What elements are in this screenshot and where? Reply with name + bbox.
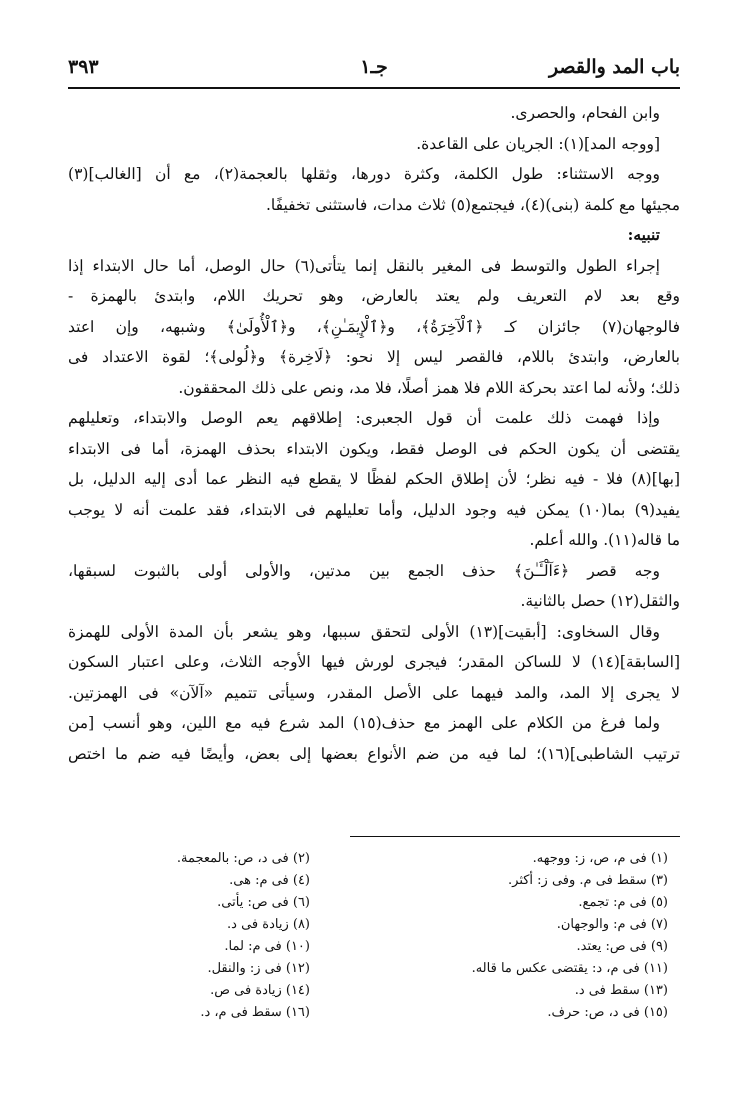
volume-label: جـ١ — [360, 56, 388, 78]
footnote: (٩) فى ص: يعتد. — [576, 939, 668, 954]
text-line: بالعارض، وابتدئ باللام، فالقصر ليس إلا نحو: ﴿لَاخِرة﴾ و﴿لُولى﴾؛ لقوة الاعتداد فى — [68, 348, 680, 366]
text-line: ووجه الاستثناء: طول الكلمة، وكثرة دورها، وثقلها بالعجمة(٢)، مع أن [الغالب](٣) — [68, 165, 660, 183]
text-line: ما قاله(١١). والله أعلم. — [529, 531, 680, 549]
footnote: (١٢) فى ز: والنقل. — [207, 961, 310, 976]
header-divider — [68, 87, 680, 89]
footnote: (١١) فى م، د: يقتضى عكس ما قاله. — [471, 961, 668, 976]
text-line: وجه قصر ﴿ءَآلْـَٔـٰنَ﴾ حذف الجمع بين مدتين، والأولى أولى بالثبوت لسبقها، — [68, 561, 660, 580]
text-line: [السابقة](١٤) لا للساكن المقدر؛ فيجرى لورش فيها الأوجه الثلاث، وعلى اعتبار السكون — [68, 653, 680, 671]
section-heading: تنبيه: — [627, 225, 660, 244]
text-line: وإذا فهمت ذلك علمت أن قول الجعبرى: إطلاقهم يعم الوصل والابتداء، وتعليلهم — [68, 409, 660, 427]
footnote: (١٣) سقط فى د. — [574, 983, 668, 998]
footnote: (١٠) فى م: لما. — [224, 939, 310, 954]
footnote-divider — [350, 836, 680, 837]
page-number: ٣٩٣ — [68, 56, 99, 78]
footnote: (٥) فى م: تجمع. — [578, 895, 668, 910]
chapter-title: باب المد والقصر — [548, 56, 680, 78]
footnotes-column-left — [20, 848, 310, 1024]
footnote: (١٦) سقط فى م، د. — [200, 1005, 310, 1020]
text-line: والثقل(١٢) حصل بالثانية. — [520, 592, 680, 610]
text-line: لا يجرى إلا المد، والمد فيهما على الأصل المقدر، وسيأتى تتميم «آلآن» فى الهمزتين. — [68, 683, 680, 702]
text-line: وقال السخاوى: [أبقيت](١٣) الأولى لتحقق سببها، وهو يشعر بأن المدة الأولى للهمزة — [68, 622, 660, 641]
text-line: ذلك؛ ولأنه لما اعتد بحركة اللام فلا همز أصلًا، فلا مد، ونص على ذلك المحققون. — [178, 378, 680, 397]
text-line: [ووجه المد](١): الجريان على القاعدة. — [416, 134, 660, 153]
footnote: (١٤) زيادة فى ص. — [210, 983, 310, 998]
running-header — [68, 56, 680, 86]
text-line: ولما فرغ من الكلام على الهمز مع حذف(١٥) المد شرع فيه مع اللين، وهو أنسب [من — [68, 714, 661, 732]
text-line: وابن الفحام، والحصرى. — [510, 104, 660, 122]
text-line: وقع بعد لام التعريف ولم يعتد بالعارض، وهو تحريك اللام، وابتدئ بالهمزة - — [68, 287, 680, 305]
footnote: (١) فى م، ص، ز: ووجهه. — [532, 851, 668, 866]
footnote: (٦) فى ص: يأتى. — [217, 895, 310, 910]
text-line: ترتيب الشاطبى](١٦)؛ لما فيه من ضم الأنواع بعضها إلى بعض، وأيضًا فيه ضم ما اختص — [68, 744, 680, 763]
main-text — [68, 98, 680, 769]
footnote: (١٥) فى د، ص: حرف. — [547, 1005, 668, 1020]
text-line: مجيئها مع كلمة (بنى)(٤)، فيجتمع(٥) ثلاث مدات، فاستثنى تخفيفًا. — [265, 195, 680, 214]
footnote: (٨) زيادة فى د. — [227, 917, 310, 932]
text-line: يفيد(٩) بما(١٠) يمكن فيه وجود الدليل، وأما تعليلهم فى الابتداء، فقد علمت أنه لا يوجب — [68, 500, 680, 519]
footnote: (٧) فى م: والوجهان. — [556, 917, 668, 932]
text-line: فالوجهان(٧) جائزان كـ ﴿ٱلْآخِرَةُ﴾، و﴿ٱلْإِيمَـٰنِ﴾، و﴿ٱلْأُولَىٰ﴾ وشبهه، وإن اعتد — [68, 317, 680, 336]
footnote: (٢) فى د، ص: بالمعجمة. — [176, 851, 310, 866]
text-line: إجراء الطول والتوسط فى المغير بالنقل إنما يتأتى(٦) حال الوصل، أما حال الابتداء إذا — [68, 256, 660, 275]
text-line: [بها](٨) فلا - فيه نظر؛ لأن إطلاق الحكم لفظًا لا يقطع فيه النظر عما أدى إليه الدليل، بل — [68, 470, 680, 488]
footnotes-column-right — [378, 848, 668, 1024]
footnote: (٤) فى م: هى. — [229, 873, 310, 888]
text-line: يقتضى أن يكون الحكم فى الوصل فقط، ويكون الابتداء بحذف الهمزة، أما فى الابتداء — [68, 439, 680, 458]
footnote: (٣) سقط فى م. وفى ز: أكثر. — [508, 873, 668, 888]
